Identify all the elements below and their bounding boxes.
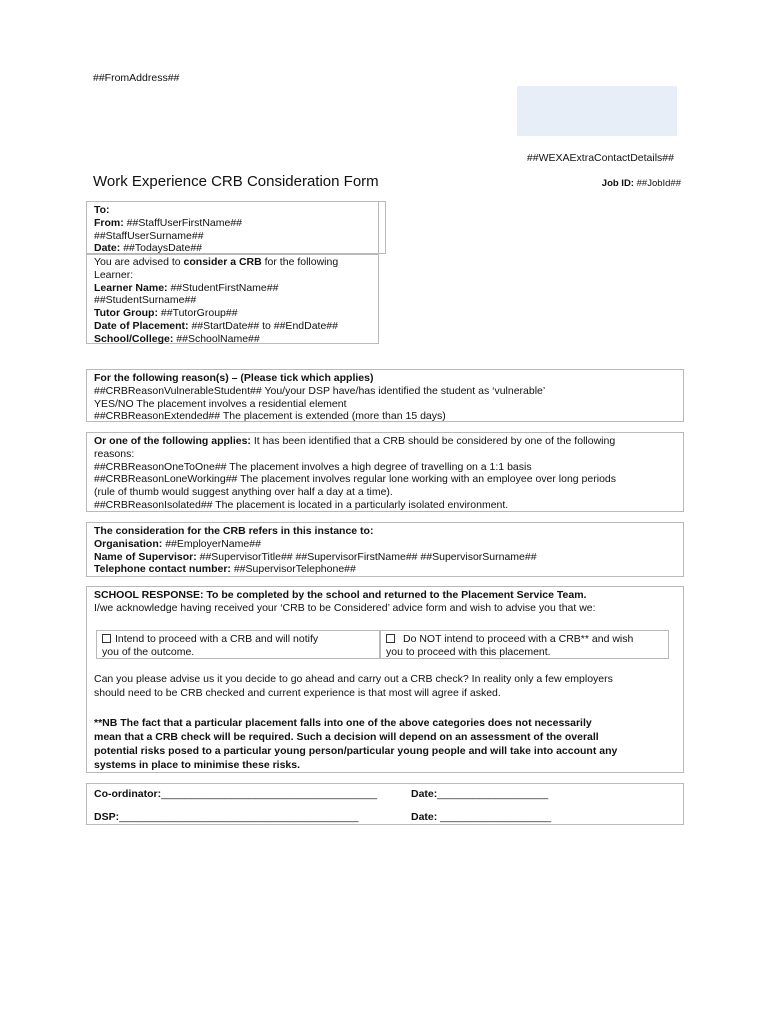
- date1-line[interactable]: ___________________: [437, 788, 549, 800]
- nb-text-line1: **NB The fact that a particular placement falls into one of the above categories does not necessarily: [94, 717, 592, 729]
- nb-text-line2: mean that a CRB check will be required. Such a decision will depend on an assessment of the overall: [94, 731, 599, 743]
- school-value: ##SchoolName##: [176, 332, 260, 345]
- date-label: Date:: [94, 242, 121, 255]
- date1-label: Date:: [411, 788, 438, 800]
- applies-heading-line2: reasons:: [94, 447, 135, 460]
- signoff-box: [86, 783, 684, 825]
- telephone-value: ##SupervisorTelephone##: [233, 563, 356, 576]
- page-title: Work Experience CRB Consideration Form: [93, 173, 379, 190]
- reason-extended: ##CRBReasonExtended## The placement is extended (more than 15 days): [94, 410, 446, 423]
- learner-box: [86, 254, 379, 344]
- from-label: From:: [94, 216, 124, 229]
- intro-bold: consider a CRB: [183, 256, 262, 268]
- consideration-box: [86, 522, 684, 577]
- tutor-value: ##TutorGroup##: [160, 307, 238, 320]
- extra-contact-details: ##WEXAExtraContactDetails##: [526, 152, 674, 164]
- learner-first: ##StudentFirstName##: [170, 281, 279, 294]
- learner-label: Learner Name:: [94, 281, 168, 294]
- supervisor-label: Name of Supervisor:: [94, 550, 197, 563]
- nb-text-line3: potential risks posed to a particular young person/particular young people and will take into account any: [94, 745, 618, 757]
- date2-label: Date:: [411, 811, 438, 823]
- dsp-row[interactable]: [94, 811, 359, 824]
- not-proceed-checkbox[interactable]: [386, 634, 395, 643]
- from-value-first: ##StaffUserFirstName##: [126, 216, 243, 229]
- dsp-label: DSP:: [94, 811, 120, 823]
- reason-vulnerable: ##CRBReasonVulnerableStudent## You/your DSP have/has identified the student as ‘vulnerable’: [94, 384, 546, 397]
- job-id-label: Job ID:: [601, 178, 634, 189]
- option-proceed-text: Intend to proceed with a CRB and will notify: [115, 633, 319, 645]
- organisation-label: Organisation:: [94, 537, 163, 550]
- coordinator-label: Co-ordinator:: [94, 788, 162, 800]
- school-response-box: [86, 586, 684, 773]
- acknowledge-text: I/we acknowledge having received your ‘CRB to be Considered’ advice form and wish to advise you that we:: [94, 602, 596, 614]
- reason-lone-working: ##CRBReasonLoneWorking## The placement involves regular lone working with an employee over long periods: [94, 473, 616, 486]
- to-label: To:: [94, 204, 110, 216]
- to-from-box: [86, 201, 379, 254]
- reasons-box: [86, 369, 684, 422]
- from-value-surname: ##StaffUserSurname##: [94, 229, 204, 242]
- reasons-heading: For the following reason(s) – (Please tick which applies): [94, 372, 374, 384]
- applies-heading-text: It has been identified that a CRB should be considered by one of the following: [253, 435, 616, 447]
- date2-row[interactable]: [411, 811, 551, 824]
- reason-residential: YES/NO The placement involves a residential element: [94, 397, 347, 410]
- job-id-value: ##JobId##: [636, 178, 681, 189]
- reason-rule-of-thumb: (rule of thumb would suggest anything over half a day at a time).: [94, 486, 393, 499]
- placement-value: ##StartDate## to ##EndDate##: [191, 319, 338, 332]
- tutor-label: Tutor Group:: [94, 307, 158, 320]
- nb-text-line4: systems in place to minimise these risks.: [94, 759, 301, 771]
- advise-text-line1: Can you please advise us it you decide to go ahead and carry out a CRB check? In reality only a few employers: [94, 673, 613, 685]
- reason-one-to-one: ##CRBReasonOneToOne## The placement involves a high degree of travelling on a 1:1 basis: [94, 460, 532, 473]
- option-proceed-text-line2: you of the outcome.: [102, 645, 195, 658]
- dsp-signature-line[interactable]: _________________________________________: [119, 811, 359, 823]
- applies-box: [86, 432, 684, 512]
- proceed-checkbox[interactable]: [102, 634, 111, 643]
- logo-placeholder: [517, 86, 677, 136]
- organisation-value: ##EmployerName##: [165, 537, 261, 550]
- date-value: ##TodaysDate##: [123, 242, 202, 255]
- school-response-heading: SCHOOL RESPONSE: To be completed by the school and returned to the Placement Service Team.: [94, 589, 587, 601]
- learner-surname: ##StudentSurname##: [94, 294, 197, 307]
- applies-heading-bold: Or one of the following applies:: [94, 435, 251, 447]
- option-proceed[interactable]: [96, 630, 380, 659]
- reason-isolated: ##CRBReasonIsolated## The placement is located in a particularly isolated environment.: [94, 498, 509, 511]
- intro-text-end: for the following: [264, 256, 339, 268]
- placement-label: Date of Placement:: [94, 319, 189, 332]
- supervisor-value: ##SupervisorTitle## ##SupervisorFirstName## ##SupervisorSurname##: [199, 550, 537, 563]
- date1-row[interactable]: [411, 788, 548, 801]
- telephone-label: Telephone contact number:: [94, 563, 231, 576]
- option-not-proceed-text-line2: you to proceed with this placement.: [386, 645, 551, 658]
- job-id: [602, 177, 681, 190]
- option-not-proceed[interactable]: [380, 630, 669, 659]
- from-address: ##FromAddress##: [93, 72, 180, 84]
- school-label: School/College:: [94, 332, 174, 345]
- intro-line2: Learner:: [94, 268, 134, 281]
- advise-text-line2: should need to be CRB checked and current experience is that most will agree if asked.: [94, 687, 501, 699]
- date2-line[interactable]: ___________________: [437, 811, 552, 823]
- coordinator-signature-line[interactable]: _____________________________________: [161, 788, 378, 800]
- coordinator-row[interactable]: [94, 788, 377, 801]
- consideration-heading: The consideration for the CRB refers in this instance to:: [94, 525, 374, 537]
- intro-text: You are advised to: [94, 256, 181, 268]
- option-not-proceed-text: Do NOT intend to proceed with a CRB** and wish: [403, 633, 634, 645]
